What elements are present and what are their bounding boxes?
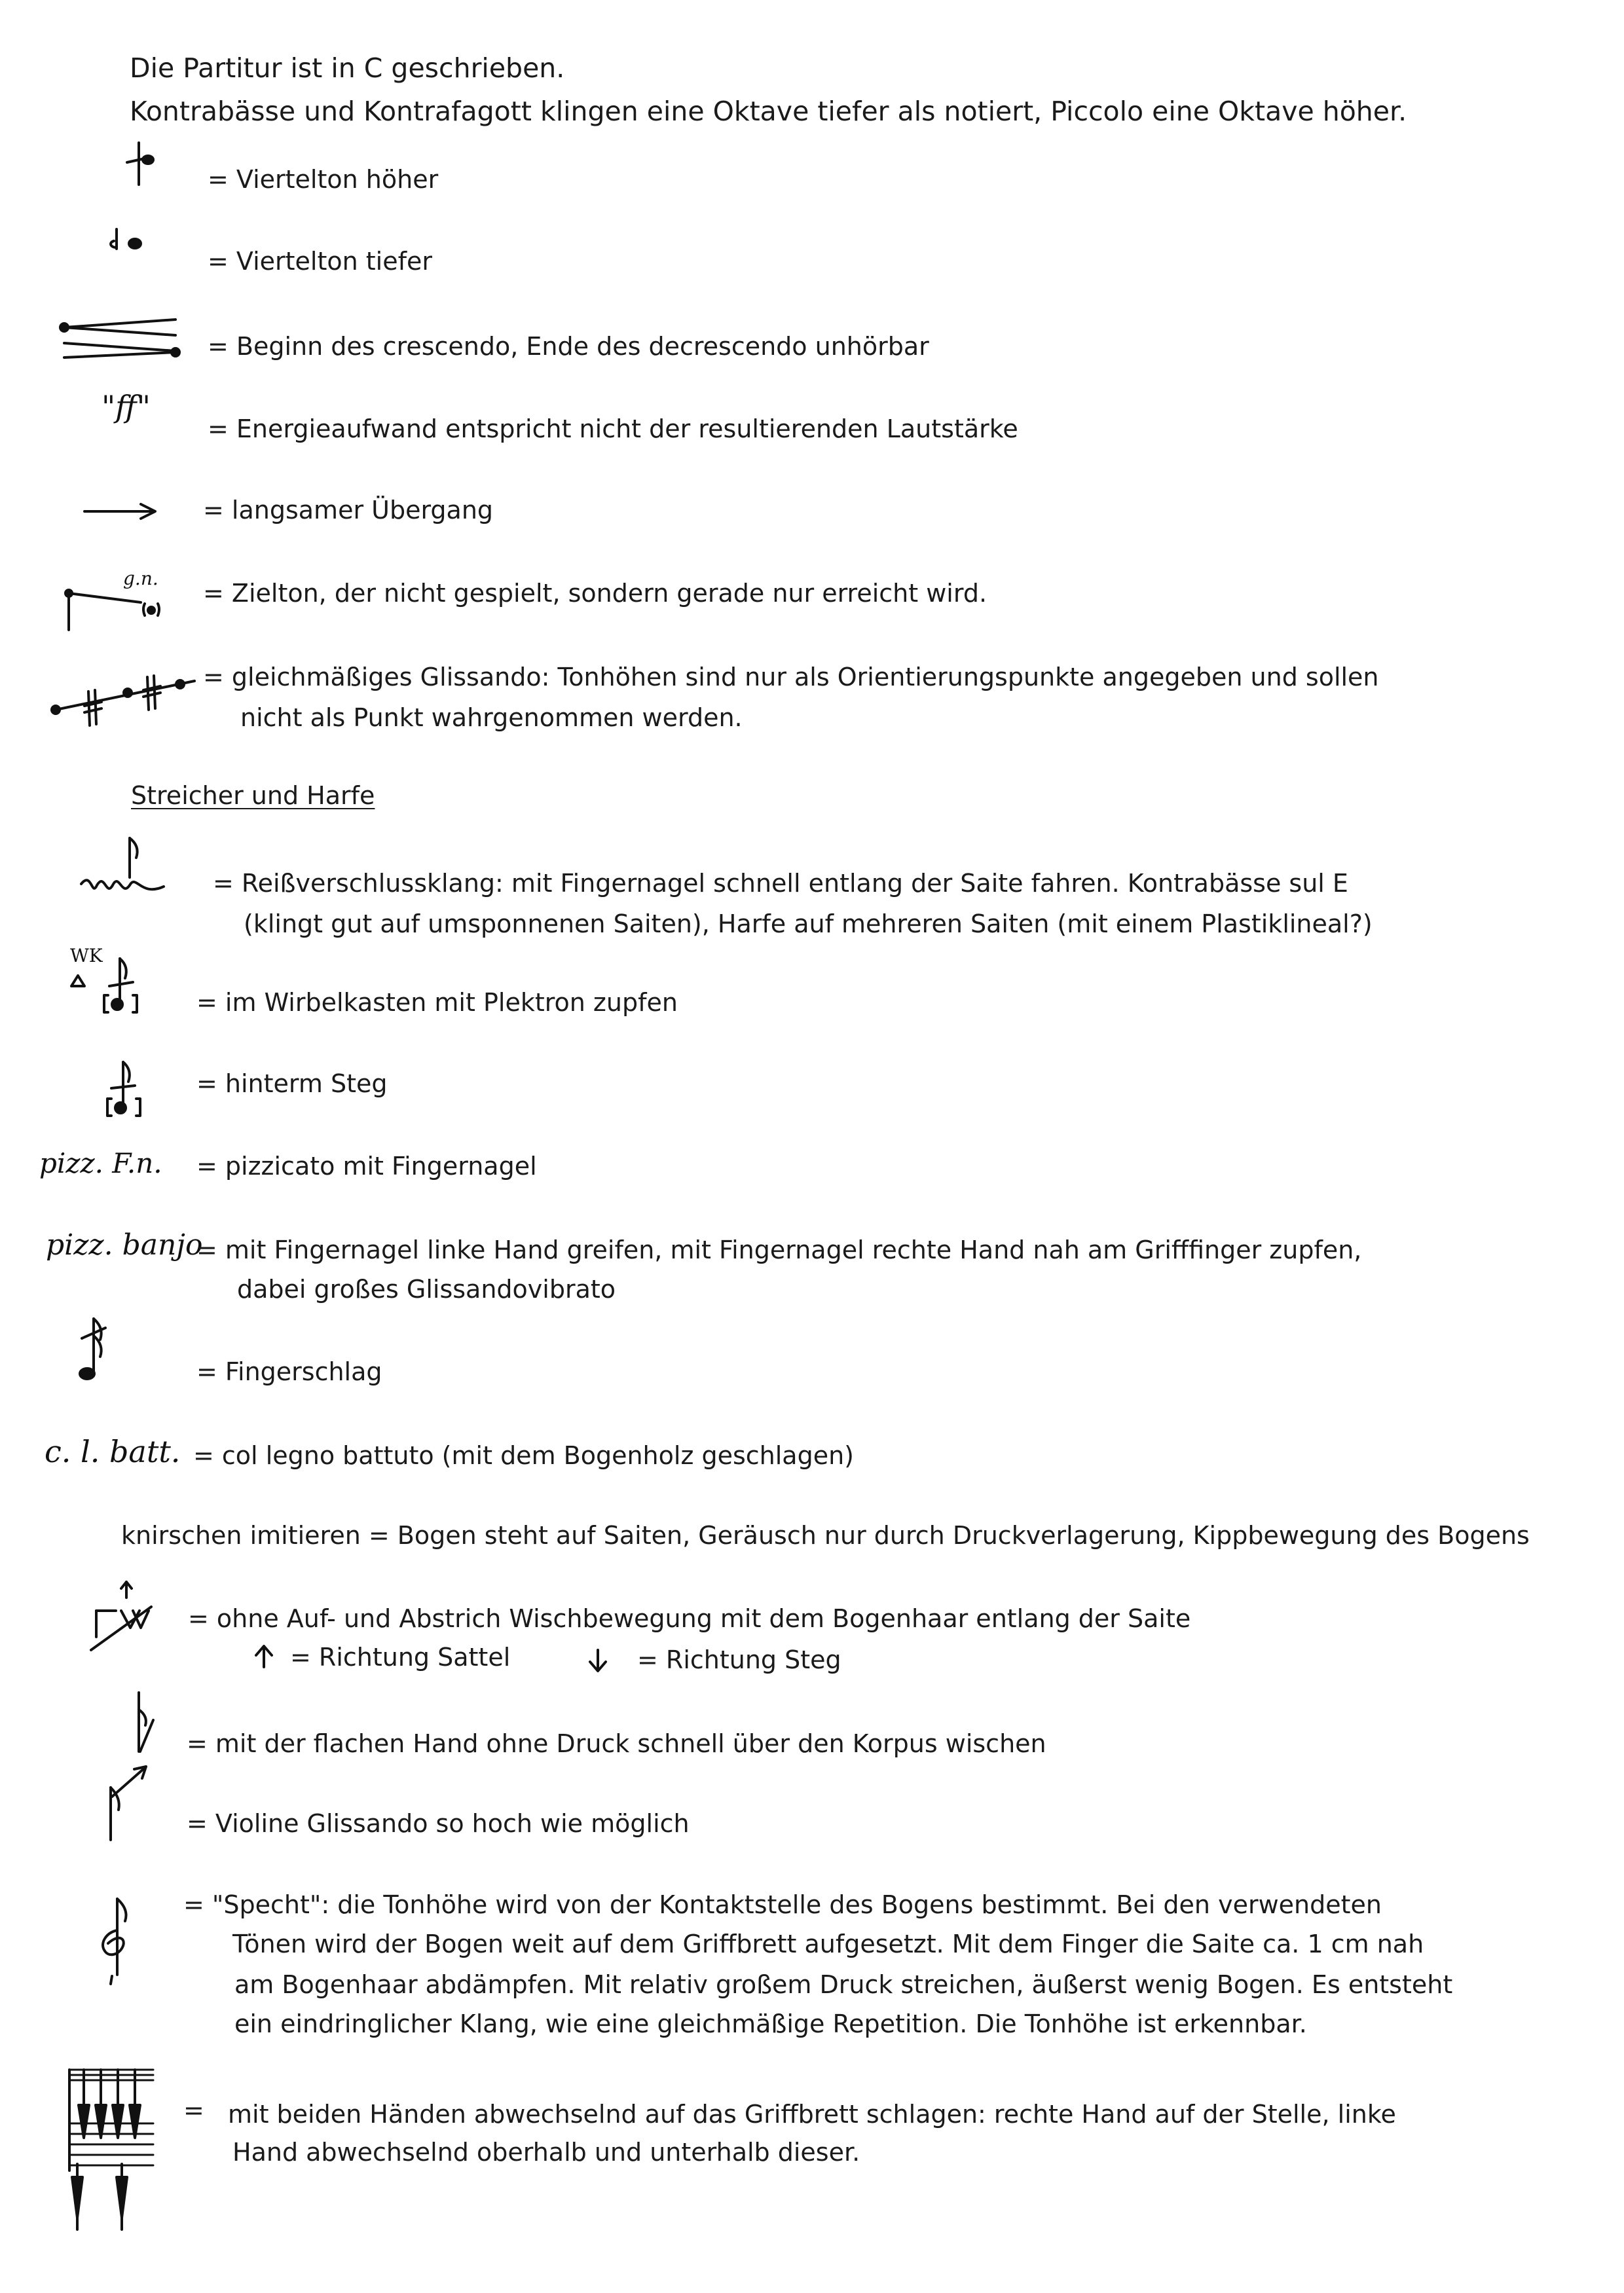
quarter-tone-up-icon xyxy=(118,138,170,190)
quarter-tone-down-icon xyxy=(105,223,157,275)
pizz-fingernail-text: = pizzicato mit Fingernagel xyxy=(196,1152,537,1181)
pegbox-pluck-icon xyxy=(62,945,154,1021)
specht-icon xyxy=(88,1892,147,1990)
right-arrow-icon xyxy=(82,502,160,521)
pizz-banjo-text-2: dabei großes Glissandovibrato xyxy=(237,1275,616,1304)
flat-hand-icon xyxy=(118,1686,177,1765)
intro-line-1: Die Partitur ist in C geschrieben. xyxy=(130,52,565,84)
alternating-hands-icon xyxy=(65,2066,157,2236)
glissando-text: = gleichmäßiges Glissando: Tonhöhen sind nur als Orientierungspunkte angegeben und sollen xyxy=(203,663,1379,691)
alternating-hands-equals: = xyxy=(183,2096,204,2125)
pegbox-pluck-text: = im Wirbelkasten mit Plektron zupfen xyxy=(196,988,678,1017)
glissando-up-icon xyxy=(101,1761,160,1846)
violin-glissando-text: = Violine Glissando so hoch wie möglich xyxy=(187,1809,690,1838)
wipe-up-text: = Richtung Sattel xyxy=(290,1643,511,1672)
up-arrow-icon xyxy=(251,1643,277,1670)
slow-transition-text: = langsamer Übergang xyxy=(203,496,494,524)
crescendo-niente-icon xyxy=(59,314,183,360)
col-legno-symbol: c. l. batt. xyxy=(45,1434,181,1469)
zipper-sound-text: = Reißverschlussklang: mit Fingernagel schnell entlang der Saite fahren. Kontrabässe sul E xyxy=(213,869,1348,898)
finger-strike-icon xyxy=(62,1310,121,1388)
pizz-banjo-text: = mit Fingernagel linke Hand greifen, mit Fingernagel rechte Hand nah am Grifffinger zupfen, xyxy=(196,1236,1362,1264)
wipe-down-text: = Richtung Steg xyxy=(637,1645,841,1674)
energy-ff-symbol: "ff" xyxy=(101,389,151,424)
behind-bridge-text: = hinterm Steg xyxy=(196,1069,388,1098)
pegbox-wk-label: WK xyxy=(70,945,103,966)
zipper-sound-icon xyxy=(72,832,170,904)
glissando-text-2: nicht als Punkt wahrgenommen werden. xyxy=(240,703,743,732)
quarter-tone-down-text: = Viertelton tiefer xyxy=(208,247,433,276)
pizz-banjo-symbol: pizz. banjo xyxy=(46,1228,203,1262)
creaking-text: knirschen imitieren = Bogen steht auf Saiten, Geräusch nur durch Druckverlagerung, Kippbewegung des Bogens xyxy=(121,1521,1530,1550)
pizz-fingernail-symbol: pizz. F.n. xyxy=(39,1147,162,1179)
flat-hand-text: = mit der flachen Hand ohne Druck schnell über den Korpus wischen xyxy=(187,1729,1046,1758)
quarter-tone-up-text: = Viertelton höher xyxy=(208,165,439,194)
target-note-gn-label: g.n. xyxy=(123,568,158,589)
wipe-motion-icon xyxy=(82,1578,180,1657)
specht-text-4: ein eindringlicher Klang, wie eine gleichmäßige Repetition. Die Tonhöhe ist erkennbar. xyxy=(234,2009,1307,2038)
specht-text-2: Tönen wird der Bogen weit auf dem Griffbrett aufgesetzt. Mit dem Finger die Saite ca. 1 cm nah xyxy=(232,1930,1424,1958)
energy-ff-text: = Energieaufwand entspricht nicht der resultierenden Lautstärke xyxy=(208,414,1018,443)
specht-text-3: am Bogenhaar abdämpfen. Mit relativ großem Druck streichen, äußerst wenig Bogen. Es entsteht xyxy=(234,1970,1453,1999)
alternating-hands-text: mit beiden Händen abwechselnd auf das Griffbrett schlagen: rechte Hand auf der Stelle, linke xyxy=(228,2100,1396,2129)
specht-text: = "Specht": die Tonhöhe wird von der Kontaktstelle des Bogens bestimmt. Bei den verwendeten xyxy=(183,1890,1382,1919)
finger-strike-text: = Fingerschlag xyxy=(196,1357,382,1386)
col-legno-text: = col legno battuto (mit dem Bogenholz geschlagen) xyxy=(193,1441,855,1470)
zipper-sound-text-2: (klingt gut auf umsponnenen Saiten), Harfe auf mehreren Saiten (mit einem Plastiklineal?) xyxy=(244,909,1373,938)
target-note-text: = Zielton, der nicht gespielt, sondern gerade nur erreicht wird. xyxy=(203,579,987,608)
down-arrow-icon xyxy=(585,1647,611,1674)
wipe-motion-text: = ohne Auf- und Abstrich Wischbewegung mit dem Bogenhaar entlang der Saite xyxy=(188,1604,1191,1633)
crescendo-niente-text: = Beginn des crescendo, Ende des decrescendo unhörbar xyxy=(208,332,929,361)
glissando-icon xyxy=(49,663,200,722)
intro-line-2: Kontrabässe und Kontrafagott klingen eine Oktave tiefer als notiert, Piccolo eine Oktave höher. xyxy=(130,96,1407,127)
behind-bridge-icon xyxy=(92,1055,151,1121)
alternating-hands-text-2: Hand abwechselnd oberhalb und unterhalb dieser. xyxy=(232,2138,860,2167)
section-heading: Streicher und Harfe xyxy=(131,781,375,810)
